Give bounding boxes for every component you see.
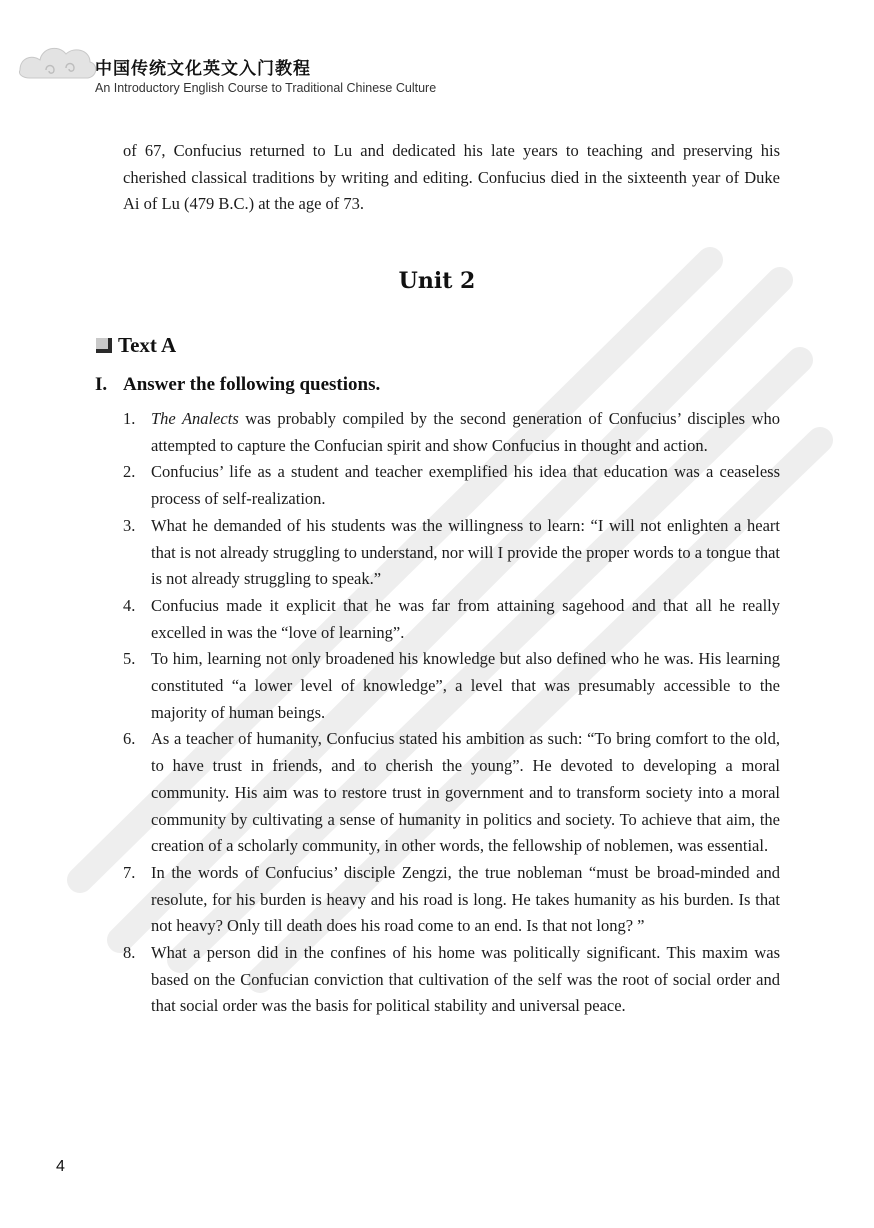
list-item	[123, 726, 780, 860]
lead-paragraph: of 67, Confucius returned to Lu and dedicated his late years to teaching and preserving his cherished classical traditions by writing and editing. Confucius died in the sixteenth year of Duke Ai of Lu (479 B.C.) at the age of 73.	[123, 141, 780, 214]
question-number: 3.	[123, 515, 136, 535]
question-list	[123, 406, 780, 1020]
running-header	[0, 40, 874, 100]
question-number: 2.	[123, 462, 136, 482]
question-number: 7.	[123, 862, 136, 882]
list-item	[123, 513, 780, 593]
header-title: 中国传统文化英文入门教程	[95, 59, 311, 79]
question-text: What he demanded of his students was the willingness to learn: “I will not enlighten a heart that is not already struggling to understand, nor will I provide the proper words to a tongue that is not already struggling to speak.”	[151, 515, 780, 589]
question-number: 4.	[123, 595, 136, 615]
question-number: 8.	[123, 943, 136, 963]
question-text: As a teacher of humanity, Confucius stated his ambition as such: “To bring comfort to the old, to have trust in friends, and to cherish the young”. He devoted to developing a moral community. His aim was to restore trust in government and to transform society into a moral community by cultivating a sense of humanity in politics and society. To achieve that aim, the creation of a scholarly community, in other words, the fellowship of noblemen, was essential.	[151, 729, 780, 856]
list-item	[123, 646, 780, 726]
exercise-title: Answer the following questions.	[123, 374, 381, 395]
square-bullet-icon	[96, 338, 112, 353]
question-text	[151, 406, 780, 459]
question-number: 6.	[123, 729, 136, 749]
list-item	[123, 593, 780, 646]
cloud-scroll-icon	[16, 40, 98, 88]
page-number: 4	[56, 1158, 65, 1175]
question-text: Confucius made it explicit that he was far from attaining sagehood and that all he really excelled in was the “love of learning”.	[151, 595, 780, 642]
question-text: What a person did in the confines of his home was politically significant. This maxim was based on the Confucian conviction that cultivation of the self was the root of social order and that social order was the basis for political stability and universal peace.	[151, 943, 780, 1016]
unit-heading: Unit 2	[398, 268, 476, 294]
section-heading-label: Text A	[118, 333, 177, 357]
book-title: The Analects	[151, 409, 239, 428]
question-text: To him, learning not only broadened his knowledge but also defined who he was. His learning constituted “a lower level of knowledge”, a level that was presumably accessible to the majority of human beings.	[151, 649, 780, 722]
question-number: 1.	[123, 409, 136, 428]
exercise-heading	[95, 374, 380, 396]
list-item	[123, 860, 780, 940]
list-item	[123, 940, 780, 1020]
list-item	[123, 406, 780, 459]
header-subtitle: An Introductory English Course to Traditional Chinese Culture	[95, 81, 437, 95]
exercise-number: I.	[95, 374, 108, 395]
question-text: In the words of Confucius’ disciple Zengzi, the true nobleman “must be broad-minded and resolute, for his burden is heavy and his road is long. He takes humanity as his burden. Is that not heavy? Only till death does his road come to an end. Is that not long? ”	[151, 862, 780, 936]
question-text: Confucius’ life as a student and teacher exemplified his idea that education was a ceaseless process of self-realization.	[151, 462, 780, 509]
question-body: was probably compiled by the second generation of Confucius’ disciples who attempted to capture the Confucian spirit and show Confucius in thought and action.	[151, 409, 780, 455]
list-item	[123, 459, 780, 512]
section-heading	[96, 333, 176, 358]
question-number: 5.	[123, 649, 136, 669]
